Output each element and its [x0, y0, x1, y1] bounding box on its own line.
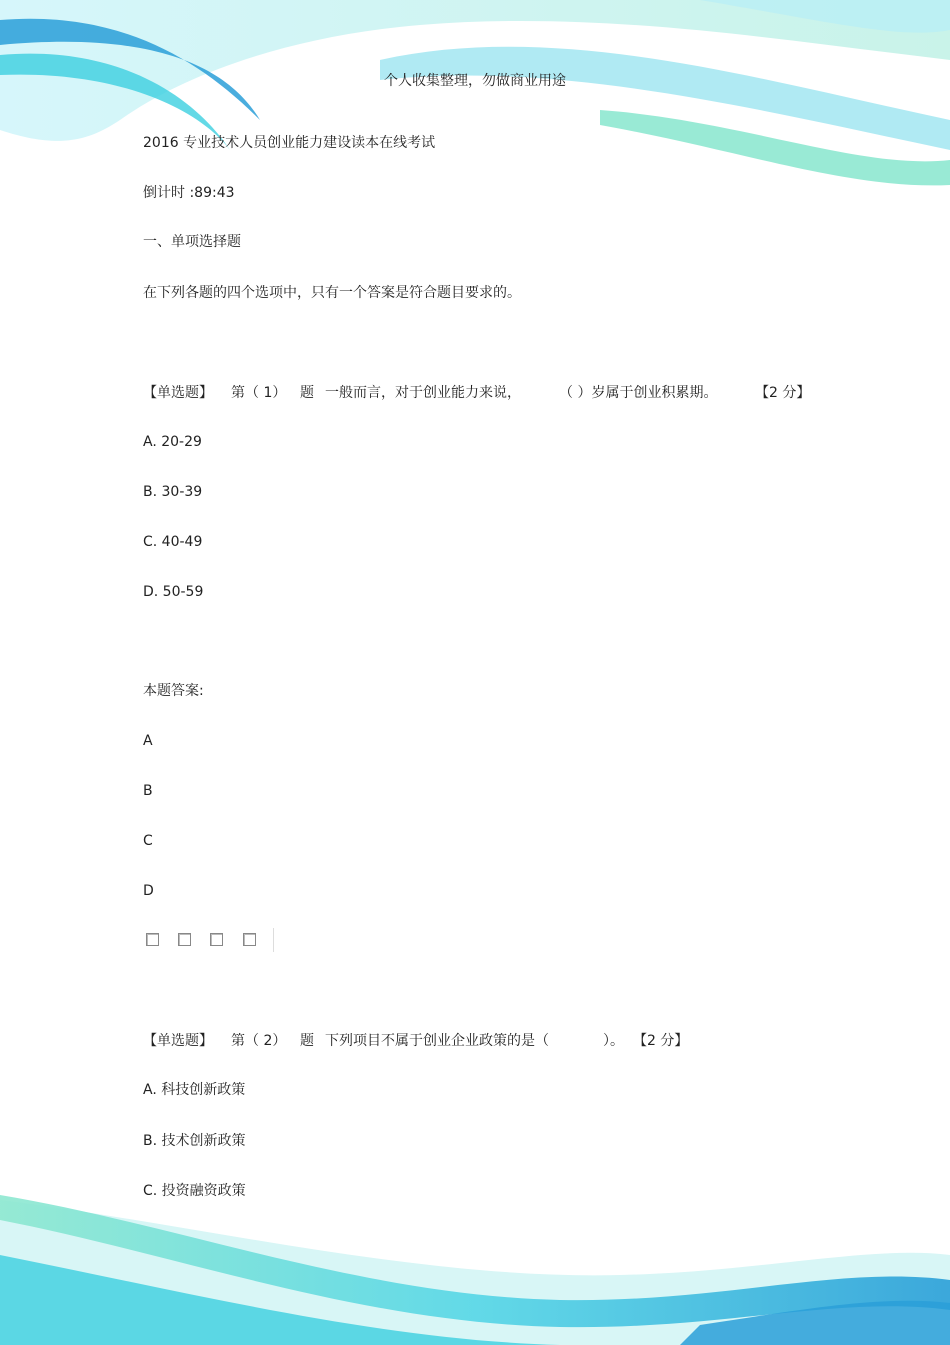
question-number: 第（ 2）	[231, 1033, 287, 1049]
option-a[interactable]: A. 20-29	[143, 434, 202, 450]
answer-checkbox-group	[143, 928, 274, 952]
question-blank: ）。	[603, 1033, 624, 1049]
header-wave-decoration	[0, 0, 950, 200]
question-number: 第（ 1）	[231, 385, 287, 401]
question-stem: 下列项目不属于创业企业政策的是（	[325, 1033, 549, 1049]
question-score: 【2 分】	[755, 385, 811, 401]
answer-choice-b: B	[143, 783, 153, 799]
option-b[interactable]: B. 30-39	[143, 484, 203, 500]
footer-wave-decoration	[0, 1185, 950, 1345]
exam-title: 2016 专业技术人员创业能力建设读本在线考试	[143, 135, 436, 151]
question-stem: 一般而言，对于创业能力来说，	[325, 385, 521, 401]
answer-checkbox-b[interactable]	[178, 933, 191, 946]
answer-label: 本题答案:	[143, 683, 204, 699]
question-type-label: 【单选题】	[143, 385, 213, 401]
option-c[interactable]: C. 投资融资政策	[143, 1183, 246, 1199]
answer-choice-a: A	[143, 733, 153, 749]
answer-checkbox-c[interactable]	[210, 933, 223, 946]
option-d[interactable]: D. 50-59	[143, 584, 204, 600]
option-c[interactable]: C. 40-49	[143, 534, 203, 550]
option-a[interactable]: A. 科技创新政策	[143, 1082, 246, 1098]
question-ti: 题	[300, 1033, 314, 1049]
instruction-text: 在下列各题的四个选项中，只有一个答案是符合题目要求的。	[143, 285, 521, 301]
question-blank: （ ）岁属于创业积累期。	[559, 385, 718, 401]
watermark-text: 个人收集整理，勿做商业用途	[384, 73, 566, 89]
answer-checkbox-a[interactable]	[146, 933, 159, 946]
question-ti: 题	[300, 385, 314, 401]
answer-choice-c: C	[143, 833, 153, 849]
answer-choice-d: D	[143, 883, 154, 899]
question-type-label: 【单选题】	[143, 1033, 213, 1049]
option-b[interactable]: B. 技术创新政策	[143, 1133, 246, 1149]
question-score: 【2 分】	[633, 1033, 689, 1049]
section-heading: 一、单项选择题	[143, 234, 241, 250]
countdown-timer: 倒计时 :89:43	[143, 185, 235, 201]
answer-checkbox-d[interactable]	[243, 933, 256, 946]
